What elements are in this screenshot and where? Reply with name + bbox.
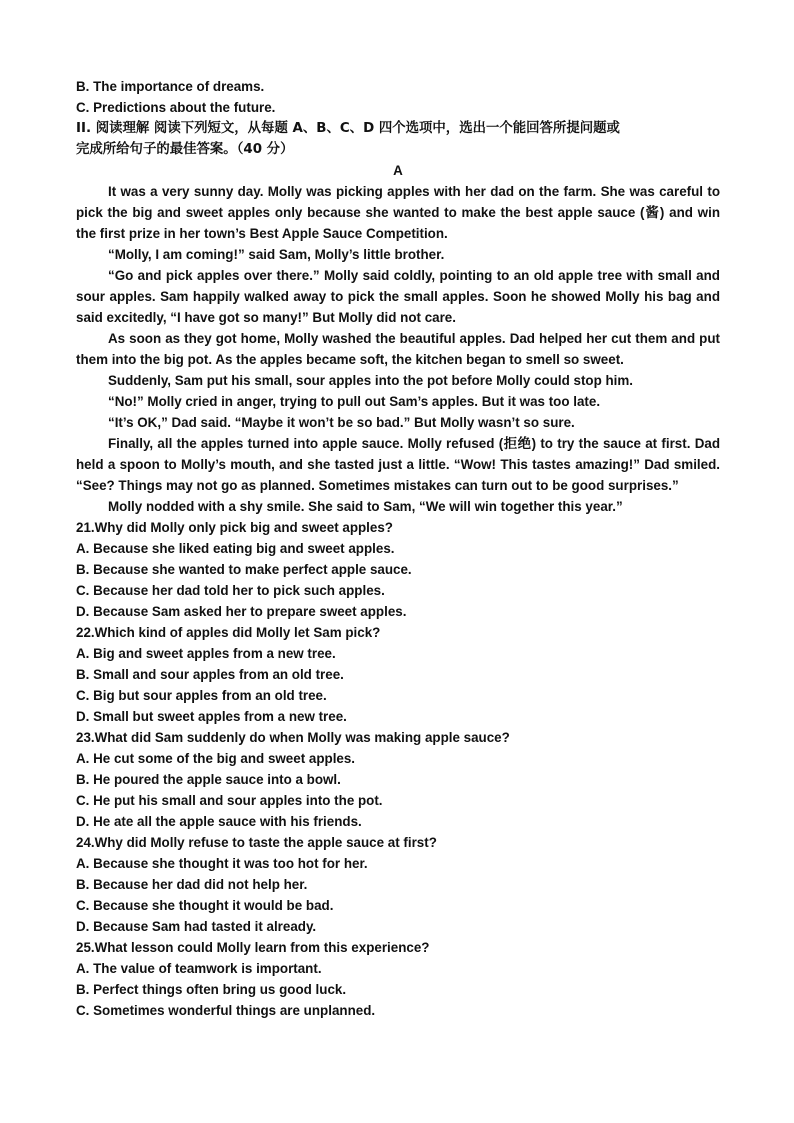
answer-option: C. He put his small and sour apples into the pot. bbox=[76, 793, 383, 808]
passage-paragraph: As soon as they got home, Molly washed the beautiful apples. Dad helped her cut them and put them into the big pot. As the apples became soft, the kitchen began to smell so sweet. bbox=[76, 331, 720, 367]
passage-paragraph: It was a very sunny day. Molly was picking apples with her dad on the farm. She was careful to pick the big and sweet apples only because she wanted to make the best apple sauce (酱) and win the first prize in her town’s Best Apple Sauce Competition. bbox=[76, 184, 720, 241]
passage-paragraph: “No!” Molly cried in anger, trying to pull out Sam’s apples. But it was too late. bbox=[108, 394, 601, 409]
answer-option: A. The value of teamwork is important. bbox=[76, 961, 322, 976]
question-stem: 21.Why did Molly only pick big and sweet apples? bbox=[76, 520, 393, 535]
answer-option: A. Because she thought it was too hot for her. bbox=[76, 856, 368, 871]
passage-paragraph: “Molly, I am coming!” said Sam, Molly’s little brother. bbox=[108, 247, 445, 262]
answer-option: A. Big and sweet apples from a new tree. bbox=[76, 646, 336, 661]
answer-option: C. Sometimes wonderful things are unplanned. bbox=[76, 1003, 376, 1018]
question-stem: 25.What lesson could Molly learn from this experience? bbox=[76, 940, 430, 955]
question-stem: 23.What did Sam suddenly do when Molly was making apple sauce? bbox=[76, 730, 510, 745]
passage-label: A bbox=[393, 163, 403, 178]
answer-option: C. Because her dad told her to pick such apples. bbox=[76, 583, 385, 598]
option-b-previous: B. The importance of dreams. bbox=[76, 79, 265, 94]
passage-paragraph: Finally, all the apples turned into apple sauce. Molly refused (拒绝) to try the sauce at first. Dad held a spoon to Molly’s mouth, and she tasted just a little. “Wow! This tastes amazing!” Dad smiled. “See? Things may not go as planned. Sometimes mistakes can turn out to be good surprises.” bbox=[76, 436, 720, 493]
answer-option: B. Small and sour apples from an old tree. bbox=[76, 667, 344, 682]
passage-paragraph: “It’s OK,” Dad said. “Maybe it won’t be so bad.” But Molly wasn’t so sure. bbox=[108, 415, 575, 430]
passage-paragraph: Molly nodded with a shy smile. She said to Sam, “We will win together this year.” bbox=[108, 499, 623, 514]
question-stem: 24.Why did Molly refuse to taste the apple sauce at first? bbox=[76, 835, 437, 850]
answer-option: B. Because she wanted to make perfect apple sauce. bbox=[76, 562, 412, 577]
answer-option: D. Because Sam had tasted it already. bbox=[76, 919, 317, 934]
worksheet-page bbox=[76, 76, 720, 1021]
answer-option: A. He cut some of the big and sweet apples. bbox=[76, 751, 356, 766]
passage-paragraph: Suddenly, Sam put his small, sour apples into the pot before Molly could stop him. bbox=[108, 373, 634, 388]
question-23 bbox=[76, 727, 720, 832]
answer-option: D. Because Sam asked her to prepare sweet apples. bbox=[76, 604, 407, 619]
answer-option: D. He ate all the apple sauce with his friends. bbox=[76, 814, 362, 829]
answer-option: A. Because she liked eating big and sweet apples. bbox=[76, 541, 395, 556]
question-stem: 22.Which kind of apples did Molly let Sam pick? bbox=[76, 625, 381, 640]
answer-option: C. Big but sour apples from an old tree. bbox=[76, 688, 327, 703]
answer-option: B. He poured the apple sauce into a bowl. bbox=[76, 772, 341, 787]
question-24 bbox=[76, 832, 720, 937]
answer-option: B. Perfect things often bring us good luck. bbox=[76, 982, 347, 997]
passage-paragraph: “Go and pick apples over there.” Molly said coldly, pointing to an old apple tree with small and sour apples. Sam happily walked away to pick the small apples. Soon he showed Molly his bag and said excitedly, “I have got so many!” But Molly did not care. bbox=[76, 268, 720, 325]
option-c-previous: C. Predictions about the future. bbox=[76, 100, 276, 115]
question-22 bbox=[76, 622, 720, 727]
question-25 bbox=[76, 937, 720, 1021]
answer-option: D. Small but sweet apples from a new tree. bbox=[76, 709, 347, 724]
answer-option: B. Because her dad did not help her. bbox=[76, 877, 308, 892]
section-heading-line2: 完成所给句子的最佳答案。（40 分） bbox=[76, 142, 294, 157]
answer-option: C. Because she thought it would be bad. bbox=[76, 898, 334, 913]
section-heading-line1: II. 阅读理解 阅读下列短文，从每题 A、B、C、D 四个选项中，选出一个能回答所提问题或 bbox=[76, 121, 620, 136]
question-21 bbox=[76, 517, 720, 622]
